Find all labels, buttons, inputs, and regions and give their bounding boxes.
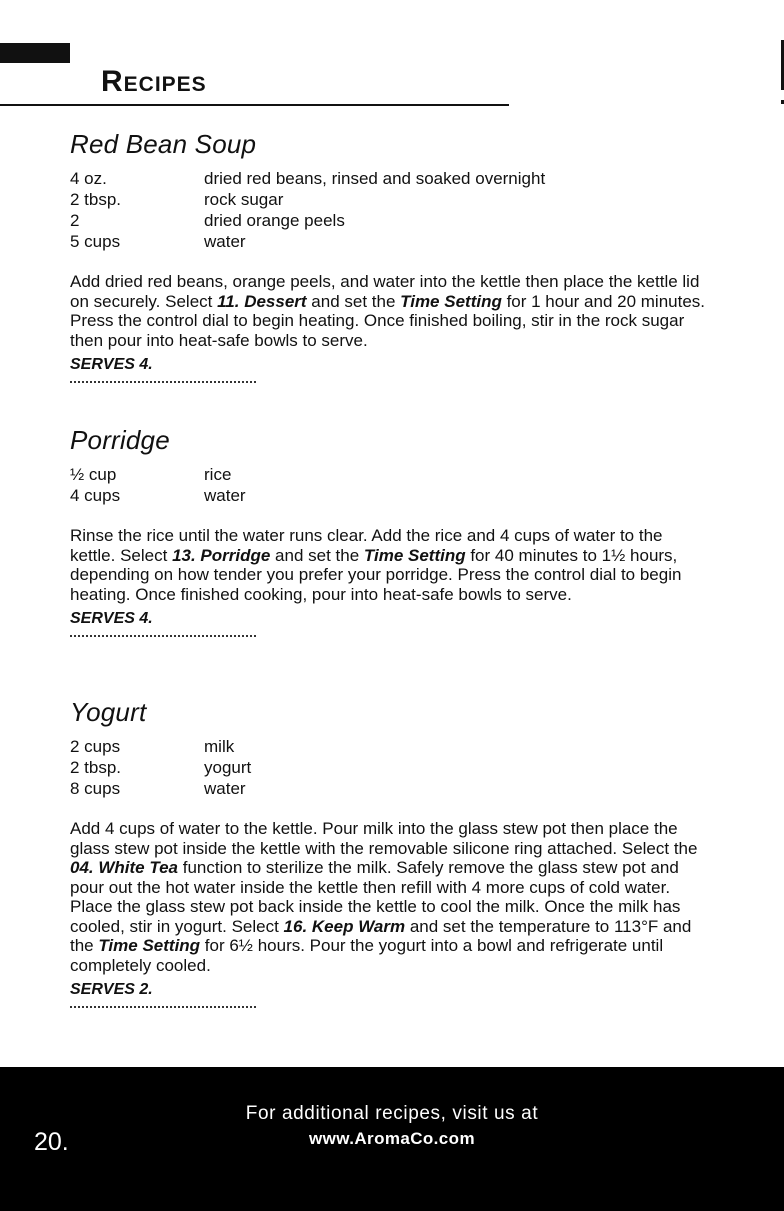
instruction-text: for 6½ hours. Pour the yogurt into a bowl and refrigerate until completely cooled. <box>70 936 664 975</box>
recipe-red-bean-soup <box>70 128 720 383</box>
ingredient-quantity: 2 tbsp. <box>70 758 122 777</box>
ingredient-quantity: 4 cups <box>70 486 121 505</box>
serves-label: SERVES 2. <box>70 981 153 998</box>
ingredient-name: rock sugar <box>204 190 284 209</box>
corner-tab-block <box>0 43 70 63</box>
ingredient-quantity: 2 cups <box>70 737 121 756</box>
ingredient-quantity: 5 cups <box>70 232 121 251</box>
instruction-text: Rinse the rice until the water runs clear. Add the rice and 4 cups of water to the kettle. Select <box>70 526 663 565</box>
instruction-text: function to sterilize the milk. Safely remove the glass stew pot and pour out the hot water inside the kettle then refill with 4 more cups of cold water. Place the glass stew pot back inside the kettle to cool the milk. Once the milk has cooled, stir in yogurt. Select <box>70 858 681 936</box>
setting-name: Time Setting <box>400 291 502 311</box>
page-number: 20. <box>34 1128 69 1156</box>
ingredient-name: dried orange peels <box>204 211 345 230</box>
section-title: Recipes <box>101 65 207 98</box>
ingredient-name: milk <box>204 737 235 756</box>
ingredient-quantity: 4 oz. <box>70 169 107 188</box>
program-name: 16. Keep Warm <box>283 916 406 936</box>
ingredient-name: yogurt <box>204 758 252 777</box>
program-name: 04. White Tea <box>70 858 179 877</box>
ingredient-quantity: ½ cup <box>70 465 117 484</box>
ingredient-name: dried red beans, rinsed and soaked overnight <box>204 169 546 188</box>
instruction-text: for 1 hour and 20 minutes. Press the control dial to begin heating. Once finished boiling, stir in the rock sugar then pour into heat-safe bowls to serve. <box>70 291 706 350</box>
recipe-porridge <box>70 424 720 637</box>
setting-name: Time Setting <box>363 545 466 565</box>
website-link[interactable]: www.AromaCo.com <box>309 1129 475 1148</box>
ingredient-name: rice <box>204 465 232 484</box>
recipe-instructions <box>70 526 710 604</box>
instruction-text: and set the <box>306 291 401 311</box>
footer-promo-text: For additional recipes, visit us at <box>245 1103 539 1124</box>
program-name: 11. Dessert <box>217 291 307 311</box>
serves-label: SERVES 4. <box>70 610 153 627</box>
ingredient-row <box>70 210 720 231</box>
ingredient-row <box>70 464 720 485</box>
ingredient-quantity: 8 cups <box>70 779 121 798</box>
ingredient-name: water <box>204 779 246 798</box>
recipe-instructions <box>70 272 710 350</box>
ingredient-name: water <box>204 486 246 505</box>
instruction-text: and set the <box>270 545 364 565</box>
ingredient-row <box>70 736 720 757</box>
instruction-text: Add dried red beans, orange peels, and water into the kettle then place the kettle lid on securely. Select <box>70 272 700 311</box>
ingredient-name: water <box>204 232 246 251</box>
recipe-instructions <box>70 819 710 975</box>
ingredient-row <box>70 485 720 506</box>
ingredient-quantity: 2 tbsp. <box>70 190 122 209</box>
instruction-text: and set the temperature to 113°F and the <box>70 916 692 955</box>
ingredient-list <box>70 464 720 506</box>
ingredient-row <box>70 778 720 799</box>
dotted-divider <box>70 635 256 637</box>
ingredient-row <box>70 168 720 189</box>
instruction-text: Add 4 cups of water to the kettle. Pour milk into the glass stew pot then place the glass stew pot inside the kettle with the removable silicone ring attached. Select the <box>70 819 698 858</box>
dotted-divider <box>70 1006 256 1008</box>
recipe-yogurt <box>70 696 720 1008</box>
serves-label: SERVES 4. <box>70 356 153 373</box>
recipe-title: Porridge <box>70 425 170 455</box>
ingredient-row <box>70 757 720 778</box>
program-name: 13. Porridge <box>172 545 271 565</box>
ingredient-list <box>70 168 720 252</box>
instruction-text: for 40 minutes to 1½ hours, depending on how tender you prefer your porridge. Press the control dial to begin heating. Once finished cooking, pour into heat-safe bowls to serve. <box>70 545 682 604</box>
setting-name: Time Setting <box>98 936 201 955</box>
page-footer <box>0 1067 784 1211</box>
dotted-divider <box>70 381 256 383</box>
ingredient-row <box>70 189 720 210</box>
recipe-title: Yogurt <box>70 697 147 727</box>
ingredient-row <box>70 231 720 252</box>
ingredient-list <box>70 736 720 799</box>
ingredient-quantity: 2 <box>70 211 80 230</box>
recipe-title: Red Bean Soup <box>70 129 257 159</box>
title-underline <box>0 104 509 106</box>
